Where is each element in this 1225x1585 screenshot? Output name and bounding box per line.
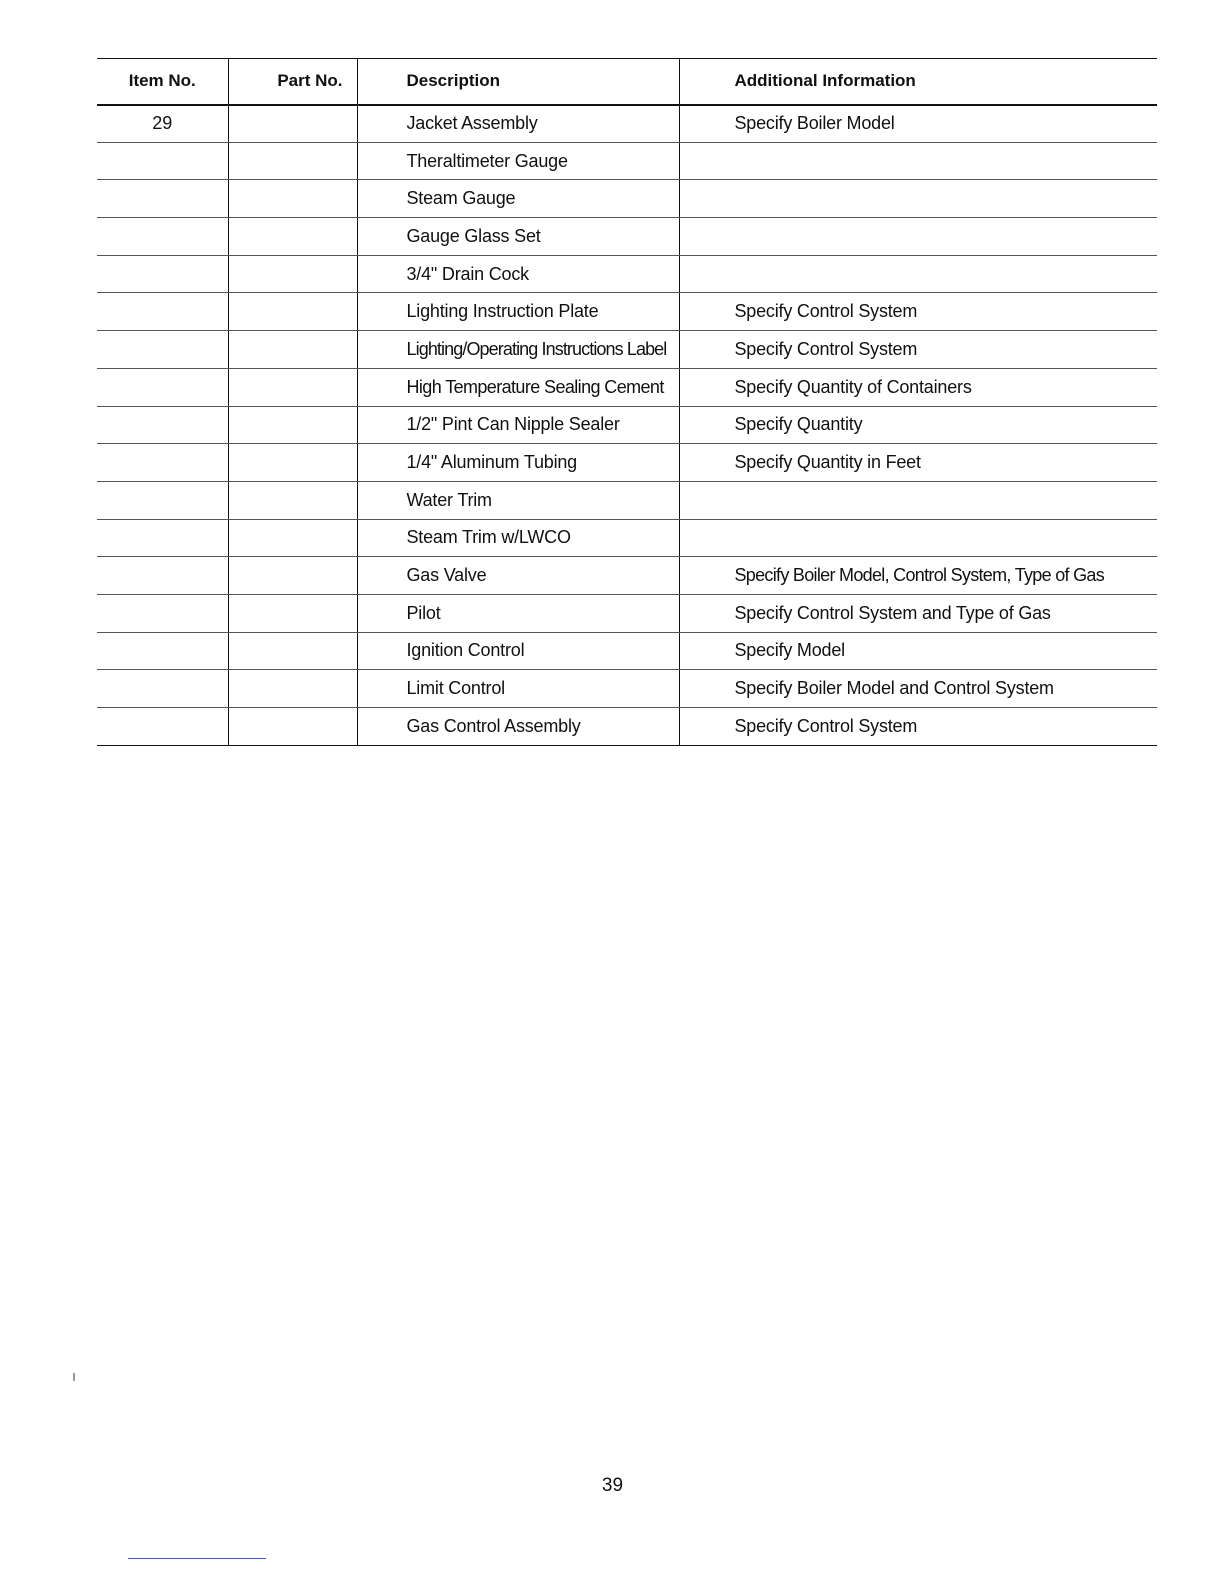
additional-info-cell: Specify Model (679, 632, 1157, 670)
additional-info-cell: Specify Quantity (679, 406, 1157, 444)
item-no-cell (97, 142, 228, 180)
description-cell: Gauge Glass Set (357, 218, 679, 256)
additional-info-cell (679, 142, 1157, 180)
part-no-cell (228, 594, 357, 632)
additional-info-cell: Specify Quantity of Containers (679, 368, 1157, 406)
part-no-cell (228, 255, 357, 293)
part-no-cell (228, 293, 357, 331)
additional-info-cell: Specify Quantity in Feet (679, 444, 1157, 482)
additional-info-cell (679, 255, 1157, 293)
description-cell: Jacket Assembly (357, 105, 679, 143)
description-cell: 3/4" Drain Cock (357, 255, 679, 293)
additional-info-cell: Specify Boiler Model, Control System, Type of Gas (679, 557, 1157, 595)
description-cell: Steam Trim w/LWCO (357, 519, 679, 557)
part-no-cell (228, 368, 357, 406)
bottom-link-underline (128, 1558, 266, 1559)
part-no-cell (228, 105, 357, 143)
description-cell: Limit Control (357, 670, 679, 708)
table-row (97, 708, 1157, 746)
description-cell: 1/2" Pint Can Nipple Sealer (357, 406, 679, 444)
table-row (97, 218, 1157, 256)
item-no-cell (97, 331, 228, 369)
item-no-cell (97, 218, 228, 256)
table-header (97, 59, 1157, 105)
additional-info-cell (679, 481, 1157, 519)
description-cell: Ignition Control (357, 632, 679, 670)
table-row (97, 180, 1157, 218)
description-cell: Gas Valve (357, 557, 679, 595)
additional-info-cell: Specify Control System (679, 331, 1157, 369)
table-row (97, 557, 1157, 595)
table-row (97, 406, 1157, 444)
header-additional-information: Additional Information (679, 59, 1157, 105)
additional-info-cell: Specify Control System and Type of Gas (679, 594, 1157, 632)
part-no-cell (228, 444, 357, 482)
item-no-cell (97, 557, 228, 595)
part-no-cell (228, 519, 357, 557)
parts-table (97, 58, 1157, 746)
table-body (97, 105, 1157, 746)
part-no-cell (228, 331, 357, 369)
item-no-cell (97, 670, 228, 708)
table-row (97, 331, 1157, 369)
item-no-cell: 29 (97, 105, 228, 143)
description-cell: Lighting/Operating Instructions Label (357, 331, 679, 369)
table-row (97, 293, 1157, 331)
part-no-cell (228, 142, 357, 180)
part-no-cell (228, 218, 357, 256)
item-no-cell (97, 519, 228, 557)
item-no-cell (97, 444, 228, 482)
table-row (97, 670, 1157, 708)
table-row (97, 368, 1157, 406)
additional-info-cell (679, 519, 1157, 557)
part-no-cell (228, 557, 357, 595)
part-no-cell (228, 708, 357, 746)
description-cell: Gas Control Assembly (357, 708, 679, 746)
header-part-no: Part No. (228, 59, 357, 105)
table-row (97, 255, 1157, 293)
part-no-cell (228, 481, 357, 519)
item-no-cell (97, 481, 228, 519)
additional-info-cell (679, 180, 1157, 218)
item-no-cell (97, 368, 228, 406)
item-no-cell (97, 708, 228, 746)
scan-speck (73, 1373, 75, 1381)
table-row (97, 444, 1157, 482)
item-no-cell (97, 293, 228, 331)
description-cell: 1/4" Aluminum Tubing (357, 444, 679, 482)
description-cell: High Temperature Sealing Cement (357, 368, 679, 406)
description-cell: Pilot (357, 594, 679, 632)
table-row (97, 105, 1157, 143)
item-no-cell (97, 255, 228, 293)
item-no-cell (97, 406, 228, 444)
item-no-cell (97, 180, 228, 218)
table-row (97, 142, 1157, 180)
description-cell: Lighting Instruction Plate (357, 293, 679, 331)
additional-info-cell: Specify Control System (679, 708, 1157, 746)
table-row (97, 594, 1157, 632)
table-row (97, 481, 1157, 519)
item-no-cell (97, 594, 228, 632)
table-row (97, 632, 1157, 670)
header-item-no: Item No. (97, 59, 228, 105)
part-no-cell (228, 632, 357, 670)
description-cell: Water Trim (357, 481, 679, 519)
header-description: Description (357, 59, 679, 105)
additional-info-cell: Specify Control System (679, 293, 1157, 331)
description-cell: Theraltimeter Gauge (357, 142, 679, 180)
additional-info-cell: Specify Boiler Model and Control System (679, 670, 1157, 708)
item-no-cell (97, 632, 228, 670)
part-no-cell (228, 670, 357, 708)
header-row (97, 59, 1157, 105)
additional-info-cell: Specify Boiler Model (679, 105, 1157, 143)
additional-info-cell (679, 218, 1157, 256)
part-no-cell (228, 180, 357, 218)
table-row (97, 519, 1157, 557)
page-number: 39 (601, 1475, 624, 1496)
part-no-cell (228, 406, 357, 444)
description-cell: Steam Gauge (357, 180, 679, 218)
